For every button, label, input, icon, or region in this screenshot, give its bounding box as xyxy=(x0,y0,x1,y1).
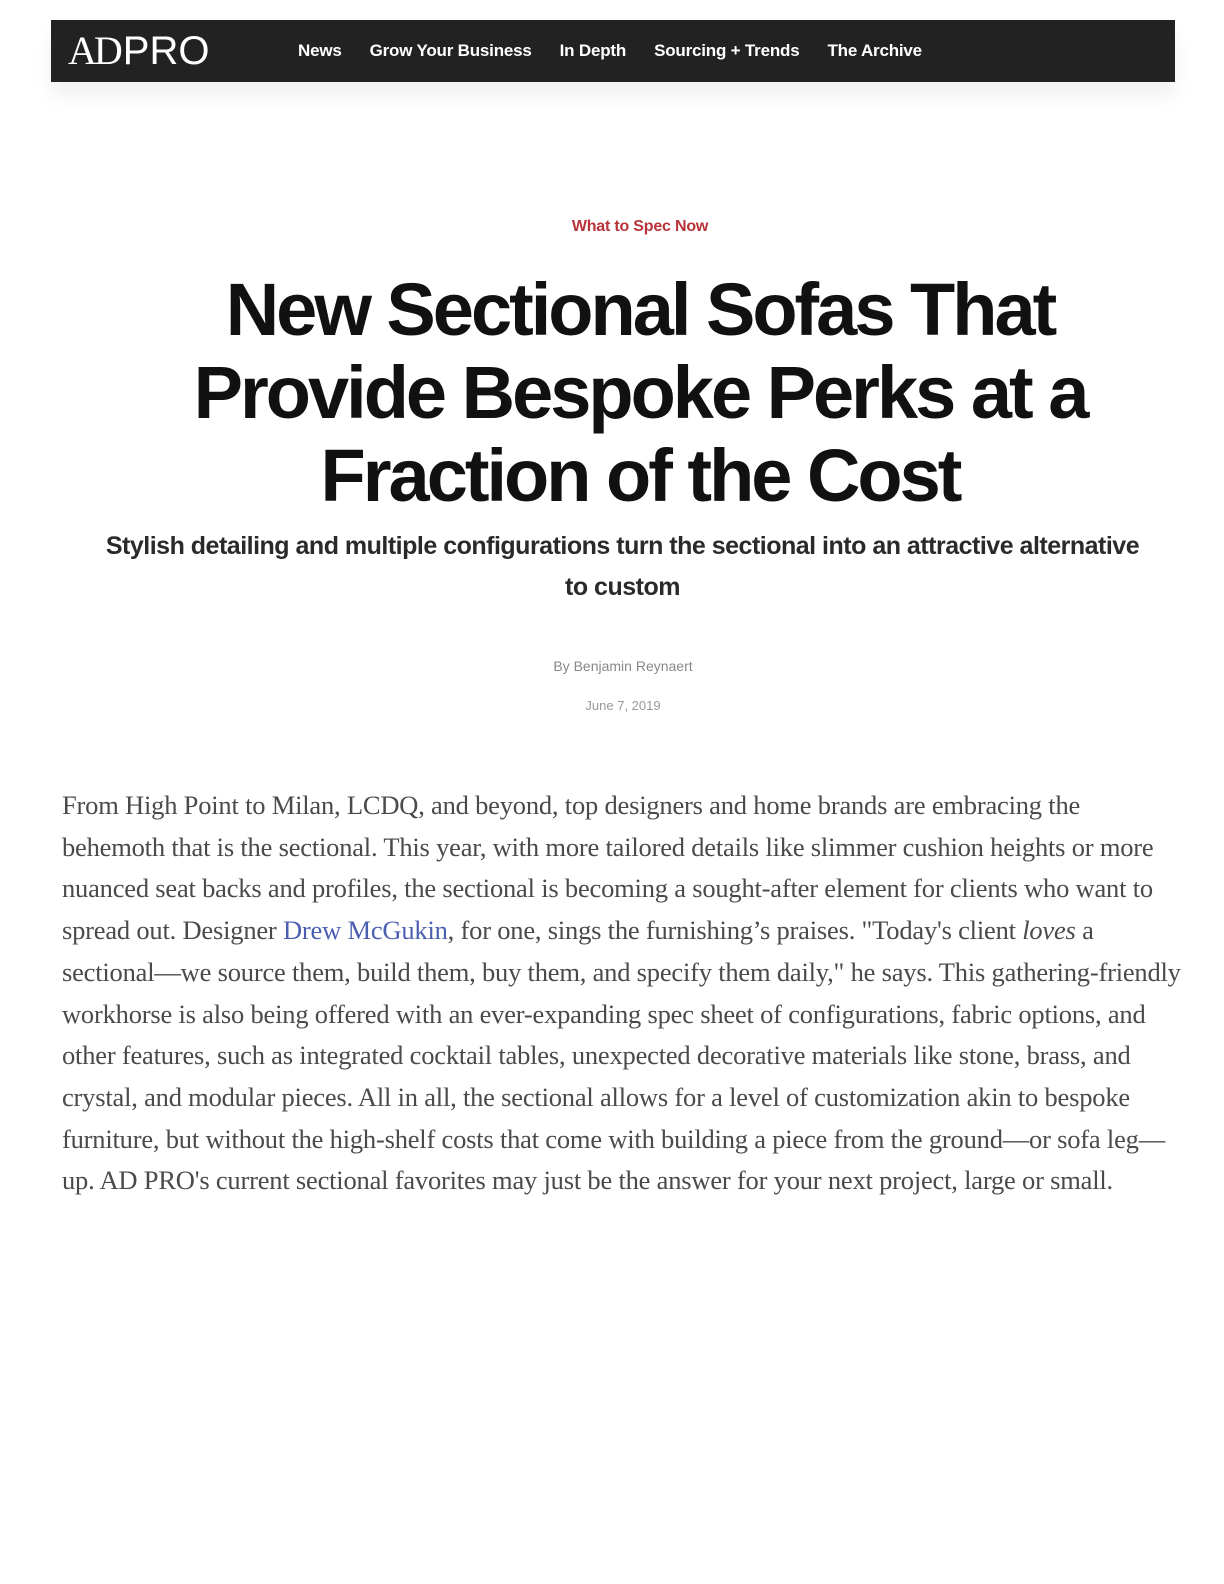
nav-link-the-archive[interactable]: The Archive xyxy=(827,41,922,60)
publish-date: June 7, 2019 xyxy=(585,698,661,713)
author-link[interactable]: Benjamin Reynaert xyxy=(573,658,693,674)
article-dek: Stylish detailing and multiple configurations turn the sectional into an attractive alternative to custom xyxy=(105,532,1140,601)
adpro-logo[interactable] xyxy=(68,28,218,73)
nav-link-grow-your-business[interactable]: Grow Your Business xyxy=(369,41,532,60)
primary-nav xyxy=(298,41,922,61)
body-text-emphasis: loves xyxy=(1022,915,1076,946)
article-body-paragraph xyxy=(62,785,1184,1202)
nav-link-sourcing-trends[interactable]: Sourcing + Trends xyxy=(654,41,800,60)
article-byline xyxy=(0,658,1224,674)
logo-ad-text: AD xyxy=(68,28,120,73)
designer-link-drew-mcgukin[interactable]: Drew McGukin xyxy=(283,915,448,946)
body-text-part2: , for one, sings the furnishing’s praises. "Today's client xyxy=(447,915,1023,946)
body-text-part3: a sectional—we source them, build them, buy them, and specify them daily," he says. This gathering-friendly workhorse is also being offered with an ever-expanding spec sheet of configurations, fabric options, and other features, such as integrated cocktail tables, unexpected decorative materials like stone, brass, and crystal, and modular pieces. All in all, the sectional allows for a level of customization akin to bespoke furniture, but without the high-shelf costs that come with building a piece from the ground—or sofa leg—up. AD PRO's current sectional favorites may just be the answer for your next project, large or small. xyxy=(62,915,1181,1196)
nav-link-news[interactable]: News xyxy=(298,41,342,60)
logo-pro-text: PRO xyxy=(122,29,210,73)
top-navigation-bar xyxy=(51,20,1175,82)
nav-link-in-depth[interactable]: In Depth xyxy=(559,41,627,60)
body-text-part1: From High Point to Milan, LCDQ, and beyond, top designers and home brands are embracing the behemoth that is the sectional. This year, with more tailored details like slimmer cushion heights or more nuanced seat backs and profiles, the sectional is becoming a sought-after element for clients who want to spread out. Designer xyxy=(62,790,1154,946)
byline-prefix: By xyxy=(553,658,574,674)
article-headline: New Sectional Sofas That Provide Bespoke Perks at a Fraction of the Cost xyxy=(193,268,1087,517)
article-rubric[interactable]: What to Spec Now xyxy=(571,218,709,235)
